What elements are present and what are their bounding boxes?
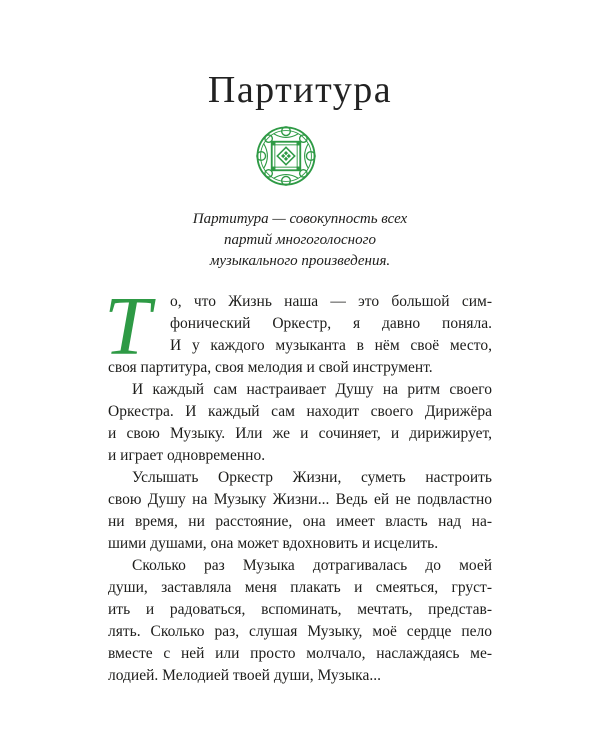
- text-line: ни время, ни расстояние, она имеет власть над на-: [108, 513, 492, 530]
- epigraph-line: партий многоголосного: [224, 232, 376, 248]
- text-line: Сколько раз Музыка дотрагивалась до моей: [132, 557, 492, 574]
- body-text: [104, 280, 492, 687]
- celtic-knot-medallion-icon: [255, 125, 317, 187]
- drop-cap: Т: [104, 280, 151, 373]
- paragraph-2: [108, 379, 492, 467]
- text-line: И каждый сам настраивает Душу на ритм своего: [132, 381, 492, 398]
- text-line: своя партитура, своя мелодия и свой инструмент.: [108, 359, 433, 376]
- text-line: о, что Жизнь наша — это большой сим-: [170, 293, 492, 310]
- text-line: И у каждого музыканта в нём своё место,: [170, 337, 492, 354]
- paragraph-3: [108, 467, 492, 555]
- text-line: вместе с ней или просто молчало, наслаждаясь ме-: [108, 645, 492, 662]
- text-line: свою Душу на Музыку Жизни... Ведь ей не подвластно: [108, 491, 492, 508]
- epigraph-line: музыкального произведения.: [209, 253, 391, 269]
- text-line: ить и радоваться, вспоминать, мечтать, представ-: [108, 601, 492, 618]
- text-line: и играет одновременно.: [108, 447, 266, 464]
- epigraph: [150, 209, 450, 272]
- text-line: фонический Оркестр, я давно поняла.: [170, 315, 492, 332]
- text-line: шими душами, она может вдохновить и исцелить.: [108, 535, 439, 552]
- text-line: Оркестра. И каждый сам находит своего Дирижёра: [108, 403, 492, 420]
- text-line: души, заставляла меня плакать и смеяться, груст-: [108, 579, 492, 596]
- text-line: лодией. Мелодией твоей души, Музыка...: [108, 667, 381, 684]
- paragraph-4: [108, 555, 492, 687]
- text-line: лять. Сколько раз, слушая Музыку, моё сердце пело: [108, 623, 492, 640]
- epigraph-line: Партитура — совокупность всех: [192, 211, 408, 227]
- paragraph-1: [108, 291, 492, 379]
- page-title: Партитура: [207, 69, 393, 111]
- text-line: и свою Музыку. Или же и сочиняет, и дирижирует,: [108, 425, 492, 442]
- text-line: Услышать Оркестр Жизни, суметь настроить: [132, 469, 492, 486]
